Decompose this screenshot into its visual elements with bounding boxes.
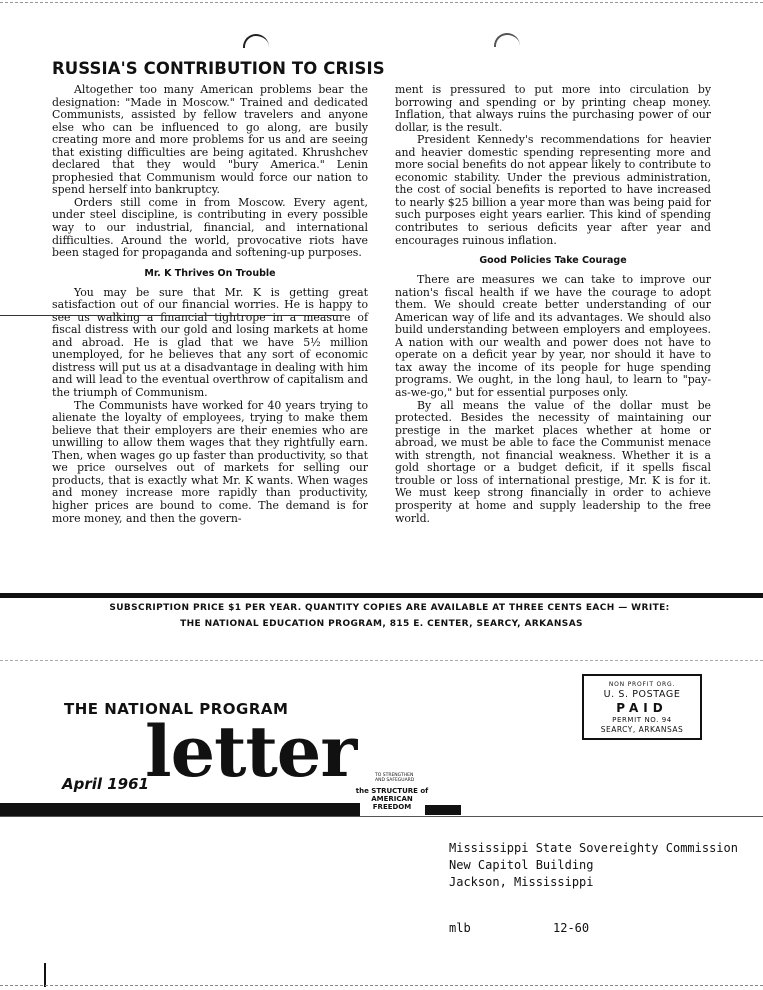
mailing-date-code: 12-60 [553, 921, 590, 935]
masthead-tagline: TO STRENGTHEN AND SAFEGUARD [375, 773, 415, 783]
punch-hole-mark-left [243, 34, 269, 48]
emblem-text: AMERICAN [371, 795, 413, 803]
punch-hole-mark-right [494, 33, 520, 47]
publisher-address-line: THE NATIONAL EDUCATION PROGRAM, 815 E. CENTER, SEARCY, ARKANSAS [180, 619, 583, 629]
masthead-rule [0, 816, 763, 817]
bottom-dashed-edge [0, 985, 763, 986]
bottom-margin-mark [44, 963, 46, 987]
emblem-text: the STRUCTURE of [355, 787, 429, 795]
masthead-letter-word: letter [145, 710, 357, 793]
masthead-black-bar-small [425, 805, 461, 815]
article-title: RUSSIA'S CONTRIBUTION TO CRISIS [52, 59, 385, 78]
postage-location: SEARCY, ARKANSAS [600, 725, 684, 734]
paragraph: President Kennedy's recommendations for heavier and heavier domestic spending representing more and more social benefits do not appear likely to contribute to economic stability. Under the previous administration, the cost of social benefits is reported to have increased to nearly $25 billion a year more than was being paid for such purposes eight years earlier. This kind of spending contributes to serious deficits year after year and encourages ruinous inflation. [395, 133, 711, 247]
postage-paid: PAID [616, 701, 668, 715]
recipient-address [449, 840, 738, 891]
postage-permit: PERMIT NO. 94 [612, 716, 672, 724]
section-heading: Good Policies Take Courage [479, 255, 627, 267]
top-dotted-edge [0, 2, 763, 3]
section-divider-thick [0, 593, 763, 598]
article-right-column [395, 84, 711, 525]
margin-stray-line [0, 315, 340, 316]
issue-date: April 1961 [62, 775, 149, 793]
address-line: New Capitol Building [449, 858, 594, 872]
mailing-code: mlb [449, 921, 471, 935]
paragraph: Orders still come in from Moscow. Every agent, under steel discipline, is contributing in every possible way to our industrial, financial, and international difficulties. Around the world, provocative riots have been staged for propaganda and softening-up purposes. [52, 195, 368, 260]
address-line: Mississippi State Sovereighty Commission [449, 841, 738, 855]
postage-org-type: NON PROFIT ORG. [608, 681, 676, 688]
fold-dashed-line [0, 660, 763, 661]
paragraph: Altogether too many American problems bear the designation: "Made in Moscow." Trained and dedicated Communists, assisted by fellow travelers and anyone else who can be influenced to go along, are busily creating more and more problems for us and are seeing that existing difficulties are being agitated. Khrushchev declared that they would "bury America." Lenin prophesied that Communism would force our nation to spend herself into bankruptcy. [52, 83, 368, 197]
subscription-price-line: SUBSCRIPTION PRICE $1 PER YEAR. QUANTITY COPIES ARE AVAILABLE AT THREE CENTS EACH — WRITE: [109, 603, 670, 613]
paragraph: There are measures we can take to improve our nation's fiscal health if we have the courage to adopt them. We should create better understanding of our American way of life and its advantages. We should also build understanding between employers and employees. A nation with our wealth and power does not have to operate on a deficit year by year, nor should it have to tax away the income of its people for huge spending programs. We ought, in the long haul, to learn to "pay-as-we-go," but for essential purposes only. [395, 273, 711, 400]
postage-label: U. S. POSTAGE [603, 689, 681, 700]
paragraph: The Communists have worked for 40 years trying to alienate the loyalty of employees, trying to make them believe that their employers are their enemies who are unwilling to allow them wages that they rightfully earn. Then, when wages go up faster than productivity, so that we price ourselves out of markets for selling our products, that is exactly what Mr. K wants. When wages and money increase more rapidly than productivity, higher prices are bound to come. The demand is for more money, and then the govern- [52, 398, 368, 525]
masthead-program-name: THE NATIONAL PROGRAM [64, 700, 289, 718]
emblem-text: FREEDOM [372, 803, 412, 811]
masthead-black-bar [0, 803, 360, 817]
article-left-column [52, 84, 368, 525]
paragraph: ment is pressured to put more into circulation by borrowing and spending or by printing cheap money. Inflation, that always ruins the purchasing power of our dollar, is the result. [395, 83, 711, 134]
address-line: Jackson, Mississippi [449, 875, 594, 889]
paragraph: You may be sure that Mr. K is getting great satisfaction out of our financial worries. He is happy to see us walking a financial tightrope in a measure of fiscal distress with our gold and losing markets at home and abroad. He is glad that we have 5½ million unemployed, for he believes that any sort of economic distress will put us at a disadvantage in dealing with him and will lead to the eventual overthrow of capitalism and the triumph of Communism. [52, 285, 368, 400]
section-heading: Mr. K Thrives On Trouble [144, 267, 276, 279]
freedom-emblem-logo [352, 787, 432, 815]
paragraph: By all means the value of the dollar must be protected. Besides the necessity of maintaining our prestige in the market places whether at home or abroad, we must be able to face the Communist menace with strength, not financial weakness. Whether it is a gold shortage or a budget deficit, if it spells fiscal trouble or loss of international prestige, Mr. K is for it. We must keep strong financially in order to achieve prosperity at home and supply leadership to the free world. [395, 398, 711, 525]
postage-indicia-box [582, 674, 702, 740]
